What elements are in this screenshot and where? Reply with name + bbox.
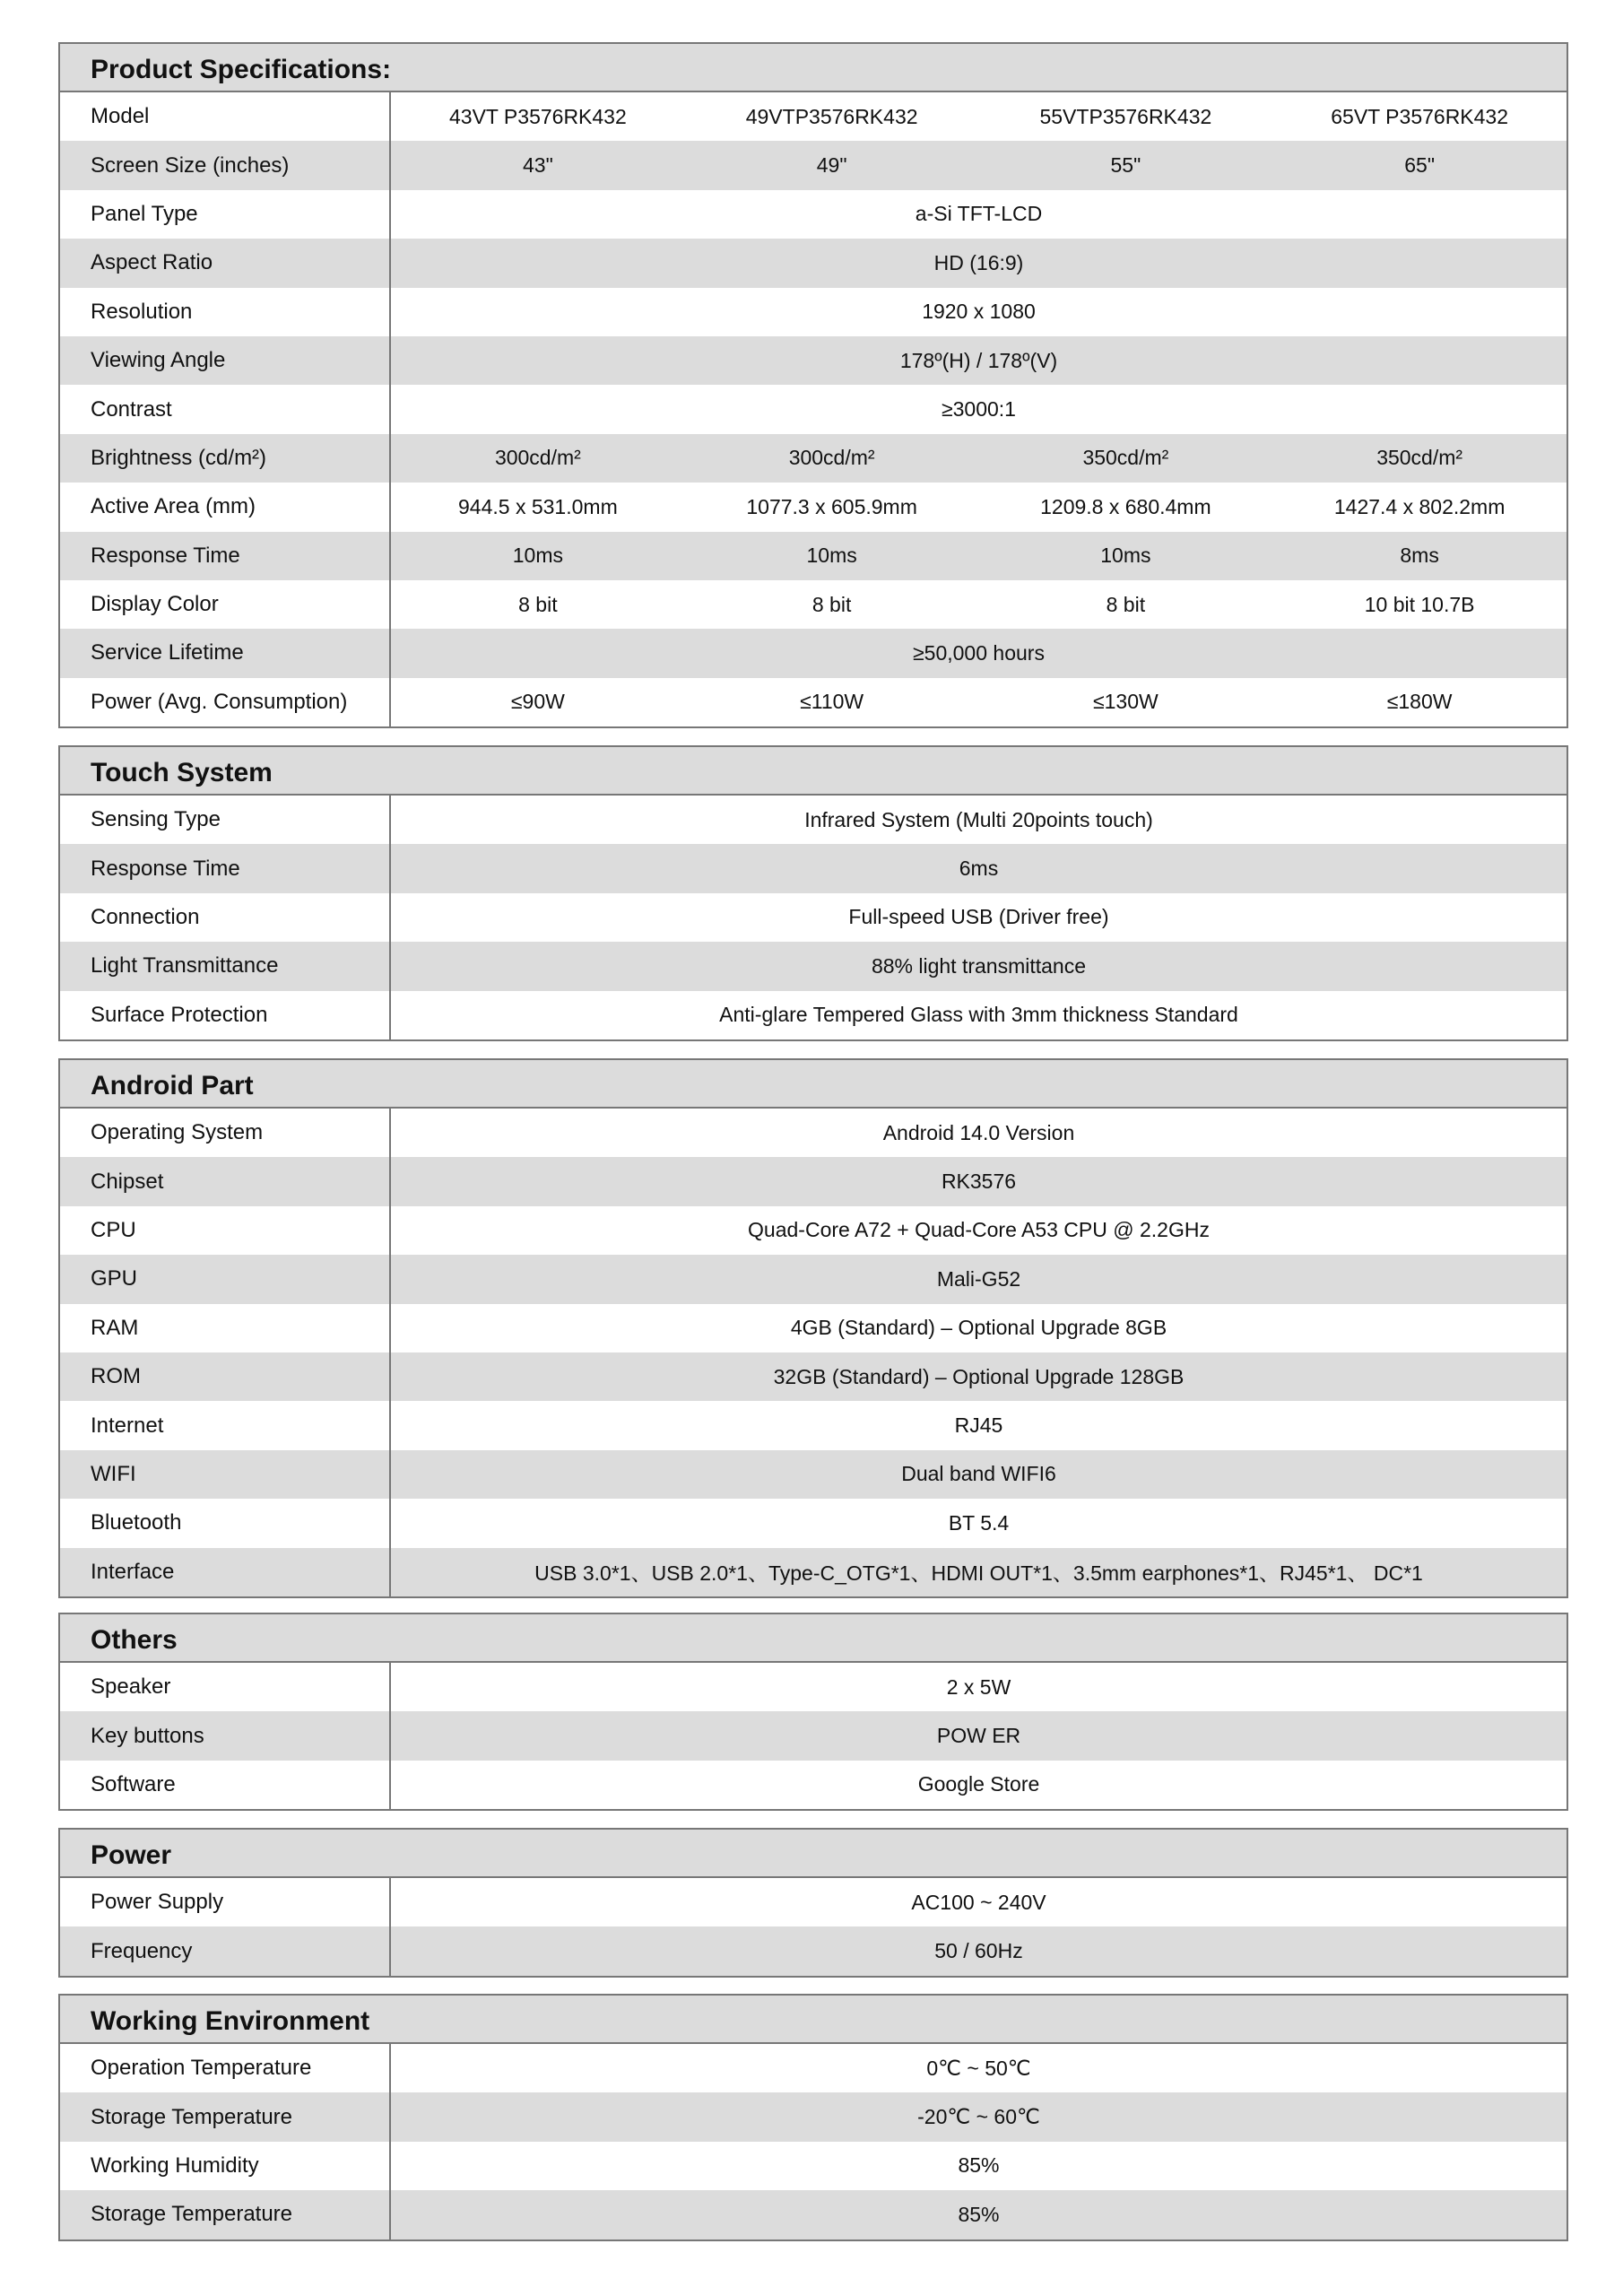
spec-row-light-transmittance <box>60 942 1567 990</box>
spec-values <box>391 1878 1567 1926</box>
spec-label: Connection <box>60 893 391 942</box>
spec-values <box>391 190 1567 239</box>
spec-row-storage-temperature <box>60 2190 1567 2239</box>
spec-value-model-1: 43" <box>523 153 553 178</box>
spec-value: RJ45 <box>954 1413 1003 1438</box>
spec-label: Response Time <box>60 844 391 892</box>
spec-values <box>391 629 1567 677</box>
spec-value-model-2: 10ms <box>806 544 857 568</box>
spec-row-ram <box>60 1304 1567 1352</box>
spec-value: Anti-glare Tempered Glass with 3mm thickness Standard <box>719 1003 1238 1027</box>
spec-values <box>391 1352 1567 1401</box>
spec-label: Storage Temperature <box>60 2190 391 2239</box>
spec-row-rom <box>60 1352 1567 1401</box>
spec-value: ≥3000:1 <box>942 397 1016 422</box>
spec-values <box>391 1711 1567 1760</box>
spec-value: 1920 x 1080 <box>922 300 1036 324</box>
spec-value-model-4: 8ms <box>1400 544 1439 568</box>
section-title: Working Environment <box>60 1996 1567 2044</box>
spec-row-surface-protection <box>60 991 1567 1039</box>
spec-values <box>391 1157 1567 1205</box>
spec-label: Chipset <box>60 1157 391 1205</box>
spec-row-display-color <box>60 580 1567 629</box>
spec-row-screen-size-inches <box>60 141 1567 189</box>
spec-label: Surface Protection <box>60 991 391 1039</box>
spec-value-model-1: 43VT P3576RK432 <box>448 104 627 128</box>
spec-label: Light Transmittance <box>60 942 391 990</box>
spec-value-model-1: ≤90W <box>510 690 565 714</box>
spec-values <box>391 141 1567 189</box>
spec-values <box>391 288 1567 336</box>
spec-value: AC100 ~ 240V <box>911 1890 1046 1914</box>
spec-value: BT 5.4 <box>948 1510 1010 1535</box>
section-title: Android Part <box>60 1060 1567 1109</box>
spec-value: 4GB (Standard) – Optional Upgrade 8GB <box>790 1316 1167 1340</box>
spec-value: 6ms <box>959 857 999 881</box>
spec-value-model-3: 8 bit <box>1106 592 1146 616</box>
spec-values <box>391 1761 1567 1809</box>
spec-value-model-3: 1209.8 x 680.4mm <box>1040 494 1211 518</box>
spec-values <box>391 796 1567 844</box>
spec-label: Panel Type <box>60 190 391 239</box>
section-power <box>58 1828 1568 1978</box>
spec-label: Operating System <box>60 1109 391 1157</box>
spec-value-model-2: ≤110W <box>800 690 864 714</box>
spec-values <box>391 483 1567 531</box>
section-product-specifications <box>58 42 1568 728</box>
spec-row-response-time <box>60 532 1567 580</box>
spec-value: 50 / 60Hz <box>934 1939 1023 1963</box>
spec-row-speaker <box>60 1663 1567 1711</box>
spec-label: Software <box>60 1761 391 1809</box>
spec-value-model-2: 49VTP3576RK432 <box>745 104 918 128</box>
spec-value-model-3: 10ms <box>1100 544 1151 568</box>
spec-value: a-Si TFT-LCD <box>915 202 1043 226</box>
spec-row-active-area-mm <box>60 483 1567 531</box>
spec-row-chipset <box>60 1157 1567 1205</box>
spec-value-model-4: 350cd/m² <box>1376 446 1463 470</box>
spec-label: Key buttons <box>60 1711 391 1760</box>
spec-value-model-3: 350cd/m² <box>1082 446 1169 470</box>
section-title: Power <box>60 1830 1567 1878</box>
spec-label: Bluetooth <box>60 1499 391 1547</box>
spec-value: Android 14.0 Version <box>882 1120 1075 1144</box>
spec-value: RK3576 <box>941 1170 1017 1194</box>
spec-value: USB 3.0*1、USB 2.0*1、Type-C_OTG*1、HDMI OUT*1、3.5mm earphones*1、RJ45*1、 DC*1 <box>534 1561 1423 1586</box>
spec-row-operation-temperature <box>60 2044 1567 2092</box>
spec-label: WIFI <box>60 1450 391 1499</box>
spec-row-service-lifetime <box>60 629 1567 677</box>
spec-value-model-4: ≤180W <box>1386 690 1453 714</box>
spec-label: Speaker <box>60 1663 391 1711</box>
spec-values <box>391 893 1567 942</box>
spec-values <box>391 1401 1567 1449</box>
spec-value: 88% light transmittance <box>871 953 1087 978</box>
spec-values <box>391 580 1567 629</box>
spec-value: 2 x 5W <box>946 1674 1011 1699</box>
spec-row-connection <box>60 893 1567 942</box>
spec-label: Screen Size (inches) <box>60 141 391 189</box>
spec-label: GPU <box>60 1255 391 1303</box>
spec-values <box>391 942 1567 990</box>
spec-values <box>391 1548 1567 1596</box>
spec-value-model-3: 55VTP3576RK432 <box>1039 104 1212 128</box>
spec-label: Interface <box>60 1548 391 1596</box>
spec-row-panel-type <box>60 190 1567 239</box>
spec-row-sensing-type <box>60 796 1567 844</box>
spec-label: ROM <box>60 1352 391 1401</box>
spec-values <box>391 1206 1567 1255</box>
spec-values <box>391 1109 1567 1157</box>
spec-row-wifi <box>60 1450 1567 1499</box>
spec-row-aspect-ratio <box>60 239 1567 287</box>
section-android-part <box>58 1058 1568 1598</box>
spec-value: Google Store <box>917 1772 1040 1796</box>
spec-row-cpu <box>60 1206 1567 1255</box>
spec-value: 85% <box>958 2153 1000 2178</box>
spec-row-resolution <box>60 288 1567 336</box>
spec-value: HD (16:9) <box>933 250 1024 274</box>
spec-values <box>391 239 1567 287</box>
spec-label: Viewing Angle <box>60 336 391 385</box>
spec-row-power-avg-consumption <box>60 678 1567 726</box>
spec-label: Power (Avg. Consumption) <box>60 678 391 726</box>
spec-row-bluetooth <box>60 1499 1567 1547</box>
spec-values <box>391 1663 1567 1711</box>
spec-values <box>391 2142 1567 2190</box>
spec-value-model-2: 49" <box>816 153 847 178</box>
spec-label: Active Area (mm) <box>60 483 391 531</box>
spec-value-model-1: 8 bit <box>518 592 558 616</box>
spec-value-model-2: 1077.3 x 605.9mm <box>746 494 917 518</box>
spec-label: Frequency <box>60 1926 391 1975</box>
spec-row-model <box>60 92 1567 141</box>
spec-row-viewing-angle <box>60 336 1567 385</box>
section-others <box>58 1613 1568 1811</box>
spec-values <box>391 844 1567 892</box>
spec-values <box>391 1499 1567 1547</box>
spec-value-model-3: 55" <box>1110 153 1141 178</box>
section-working-environment <box>58 1994 1568 2241</box>
spec-row-storage-temperature <box>60 2092 1567 2141</box>
spec-row-power-supply <box>60 1878 1567 1926</box>
spec-row-internet <box>60 1401 1567 1449</box>
spec-values <box>391 434 1567 483</box>
spec-value-model-4: 65" <box>1404 153 1435 178</box>
spec-row-working-humidity <box>60 2142 1567 2190</box>
spec-value-model-1: 300cd/m² <box>494 446 581 470</box>
section-title: Product Specifications: <box>60 44 1567 92</box>
spec-values <box>391 1450 1567 1499</box>
spec-label: Brightness (cd/m²) <box>60 434 391 483</box>
spec-values <box>391 2190 1567 2239</box>
spec-row-response-time <box>60 844 1567 892</box>
spec-row-operating-system <box>60 1109 1567 1157</box>
spec-values <box>391 1926 1567 1975</box>
spec-values <box>391 2092 1567 2141</box>
spec-values <box>391 2044 1567 2092</box>
spec-row-frequency <box>60 1926 1567 1975</box>
spec-label: Internet <box>60 1401 391 1449</box>
spec-value: Mali-G52 <box>936 1266 1021 1291</box>
section-title: Touch System <box>60 747 1567 796</box>
spec-value: 0℃ ~ 50℃ <box>926 2056 1031 2080</box>
spec-value-model-4: 10 bit 10.7B <box>1364 592 1475 616</box>
spec-value: Quad-Core A72 + Quad-Core A53 CPU @ 2.2GHz <box>748 1218 1210 1242</box>
spec-value-model-4: 1427.4 x 802.2mm <box>1333 494 1506 518</box>
spec-value: -20℃ ~ 60℃ <box>917 2105 1040 2129</box>
spec-value-model-2: 8 bit <box>812 592 852 616</box>
spec-row-gpu <box>60 1255 1567 1303</box>
spec-label: Working Humidity <box>60 2142 391 2190</box>
spec-value: 85% <box>958 2202 1000 2226</box>
spec-values <box>391 1255 1567 1303</box>
spec-label: Operation Temperature <box>60 2044 391 2092</box>
spec-value: POW ER <box>936 1724 1021 1748</box>
spec-label: RAM <box>60 1304 391 1352</box>
spec-values <box>391 336 1567 385</box>
spec-value-model-1: 10ms <box>512 544 563 568</box>
spec-value: ≥50,000 hours <box>913 640 1045 665</box>
spec-label: Resolution <box>60 288 391 336</box>
spec-row-interface <box>60 1548 1567 1596</box>
spec-values <box>391 991 1567 1039</box>
spec-label: Model <box>60 92 391 141</box>
spec-label: Display Color <box>60 580 391 629</box>
spec-label: Power Supply <box>60 1878 391 1926</box>
spec-label: Response Time <box>60 532 391 580</box>
spec-row-software <box>60 1761 1567 1809</box>
spec-value-model-4: 65VT P3576RK432 <box>1331 104 1509 128</box>
spec-values <box>391 385 1567 433</box>
spec-values <box>391 678 1567 726</box>
spec-label: Storage Temperature <box>60 2092 391 2141</box>
spec-row-brightness-cd-m <box>60 434 1567 483</box>
spec-label: CPU <box>60 1206 391 1255</box>
spec-label: Service Lifetime <box>60 629 391 677</box>
spec-value-model-2: 300cd/m² <box>788 446 875 470</box>
section-touch-system <box>58 745 1568 1041</box>
spec-label: Aspect Ratio <box>60 239 391 287</box>
spec-label: Contrast <box>60 385 391 433</box>
spec-value: Full-speed USB (Driver free) <box>848 905 1109 929</box>
spec-value-model-3: ≤130W <box>1093 690 1159 714</box>
spec-value-model-1: 944.5 x 531.0mm <box>458 494 618 518</box>
spec-row-contrast <box>60 385 1567 433</box>
spec-value: Dual band WIFI6 <box>901 1462 1056 1486</box>
spec-values <box>391 532 1567 580</box>
spec-values <box>391 92 1567 141</box>
spec-value: 178º(H) / 178º(V) <box>899 348 1058 372</box>
spec-value: Infrared System (Multi 20points touch) <box>804 807 1153 831</box>
spec-values <box>391 1304 1567 1352</box>
spec-row-key-buttons <box>60 1711 1567 1760</box>
spec-label: Sensing Type <box>60 796 391 844</box>
section-title: Others <box>60 1614 1567 1663</box>
spec-value: 32GB (Standard) – Optional Upgrade 128GB <box>773 1364 1185 1388</box>
